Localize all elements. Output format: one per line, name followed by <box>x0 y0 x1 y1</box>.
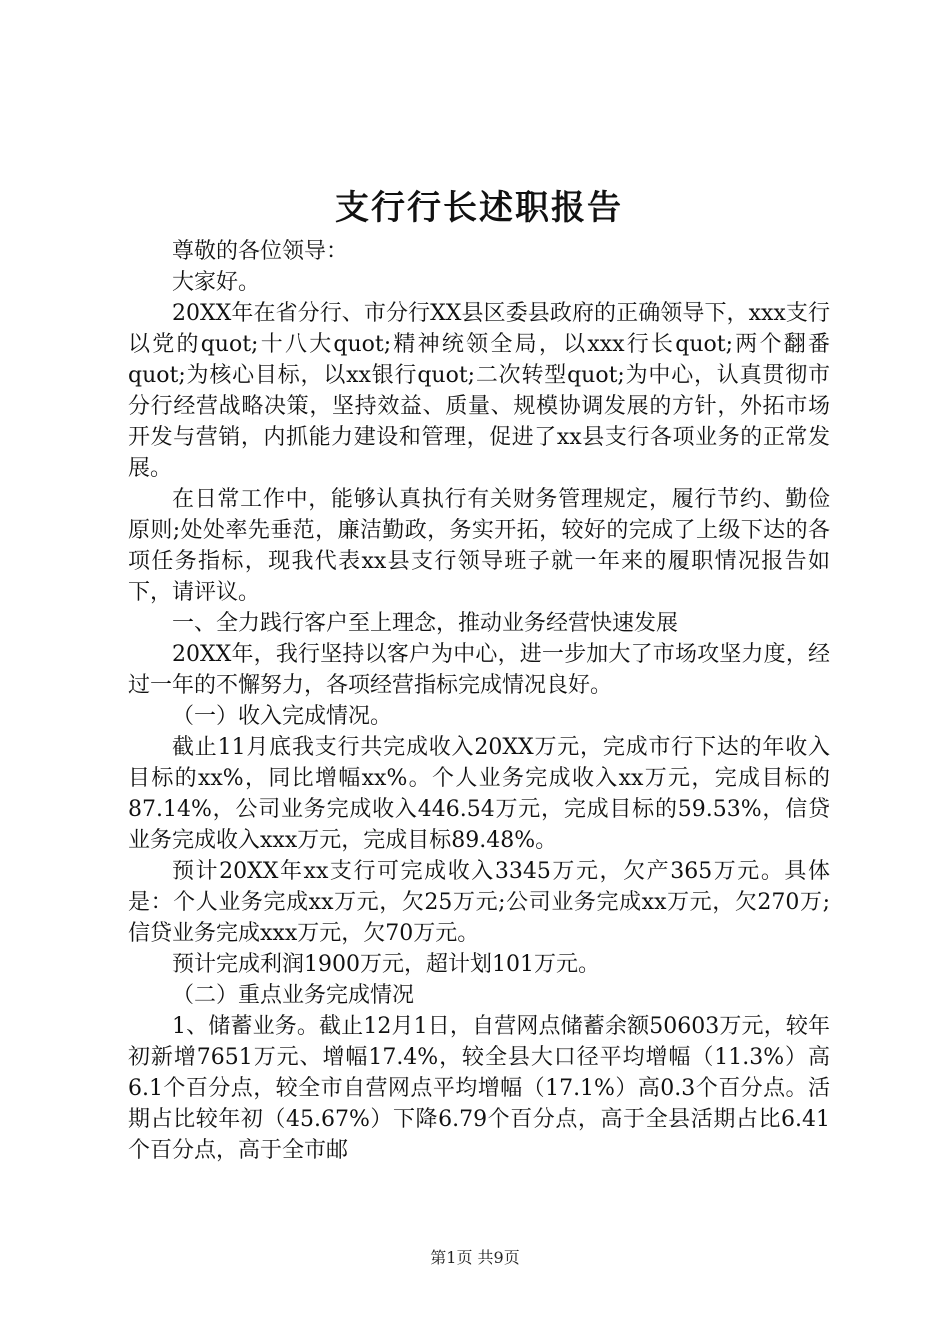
document-page <box>128 180 830 1166</box>
subsection-heading-key-business: （二）重点业务完成情况 <box>172 983 415 1008</box>
paragraph-savings: 1、储蓄业务。截止12月1日，自营网点储蓄余额50603万元，较年初新增7651万元、增幅17.4%，较全县大口径平均增幅（11.3%）高6.1个百分点，较全市自营网点平均增幅（17.1%）高0.3个百分点。活期占比较年初（45.67%）下降6.79个百分点，高于全县活期占比6.41个百分点，高于全市邮 <box>128 1014 830 1163</box>
subsection-heading-income: （一）收入完成情况。 <box>172 704 393 729</box>
paragraph-intro: 20XX年在省分行、市分行XX县区委县政府的正确领导下，xxx支行以党的quot;十八大quot;精神统领全局，以xxx行长quot;两个翻番quot;为核心目标，以xx银行quot;二次转型quot;为中心，认真贯彻市分行经营战略决策，坚持效益、质量、规模协调发展的方针，外拓市场开发与营销，内抓能力建设和管理，促进了xx县支行各项业务的正常发展。 <box>128 301 830 481</box>
paragraph-income: 截止11月底我支行共完成收入20XX万元，完成市行下达的年收入目标的xx%，同比增幅xx%。个人业务完成收入xx万元，完成目标的87.14%，公司业务完成收入446.54万元，完成目标的59.53%，信贷业务完成收入xxx万元，完成目标89.48%。 <box>128 735 830 853</box>
paragraph-conduct: 在日常工作中，能够认真执行有关财务管理规定，履行节约、勤俭原则;处处率先垂范，廉洁勤政，务实开拓，较好的完成了上级下达的各项任务指标，现我代表xx县支行领导班子就一年来的履职情况报告如下，请评议。 <box>128 487 830 605</box>
salutation: 尊敬的各位领导： <box>172 239 349 264</box>
document-body <box>128 236 830 1166</box>
section-heading-1: 一、全力践行客户至上理念，推动业务经营快速发展 <box>172 611 679 636</box>
greeting: 大家好。 <box>172 270 261 295</box>
document-title: 支行行长述职报告 <box>335 188 623 228</box>
paragraph-section-1: 20XX年，我行坚持以客户为中心，进一步加大了市场攻坚力度，经过一年的不懈努力，各项经营指标完成情况良好。 <box>128 642 830 698</box>
paragraph-forecast: 预计20XX年xx支行可完成收入3345万元，欠产365万元。具体是：个人业务完成xx万元，欠25万元;公司业务完成xx万元，欠270万;信贷业务完成xxx万元，欠70万元。 <box>128 859 830 946</box>
paragraph-profit: 预计完成利润1900万元，超计划101万元。 <box>172 952 600 977</box>
page-footer: 第1页 共9页 <box>430 1248 520 1267</box>
